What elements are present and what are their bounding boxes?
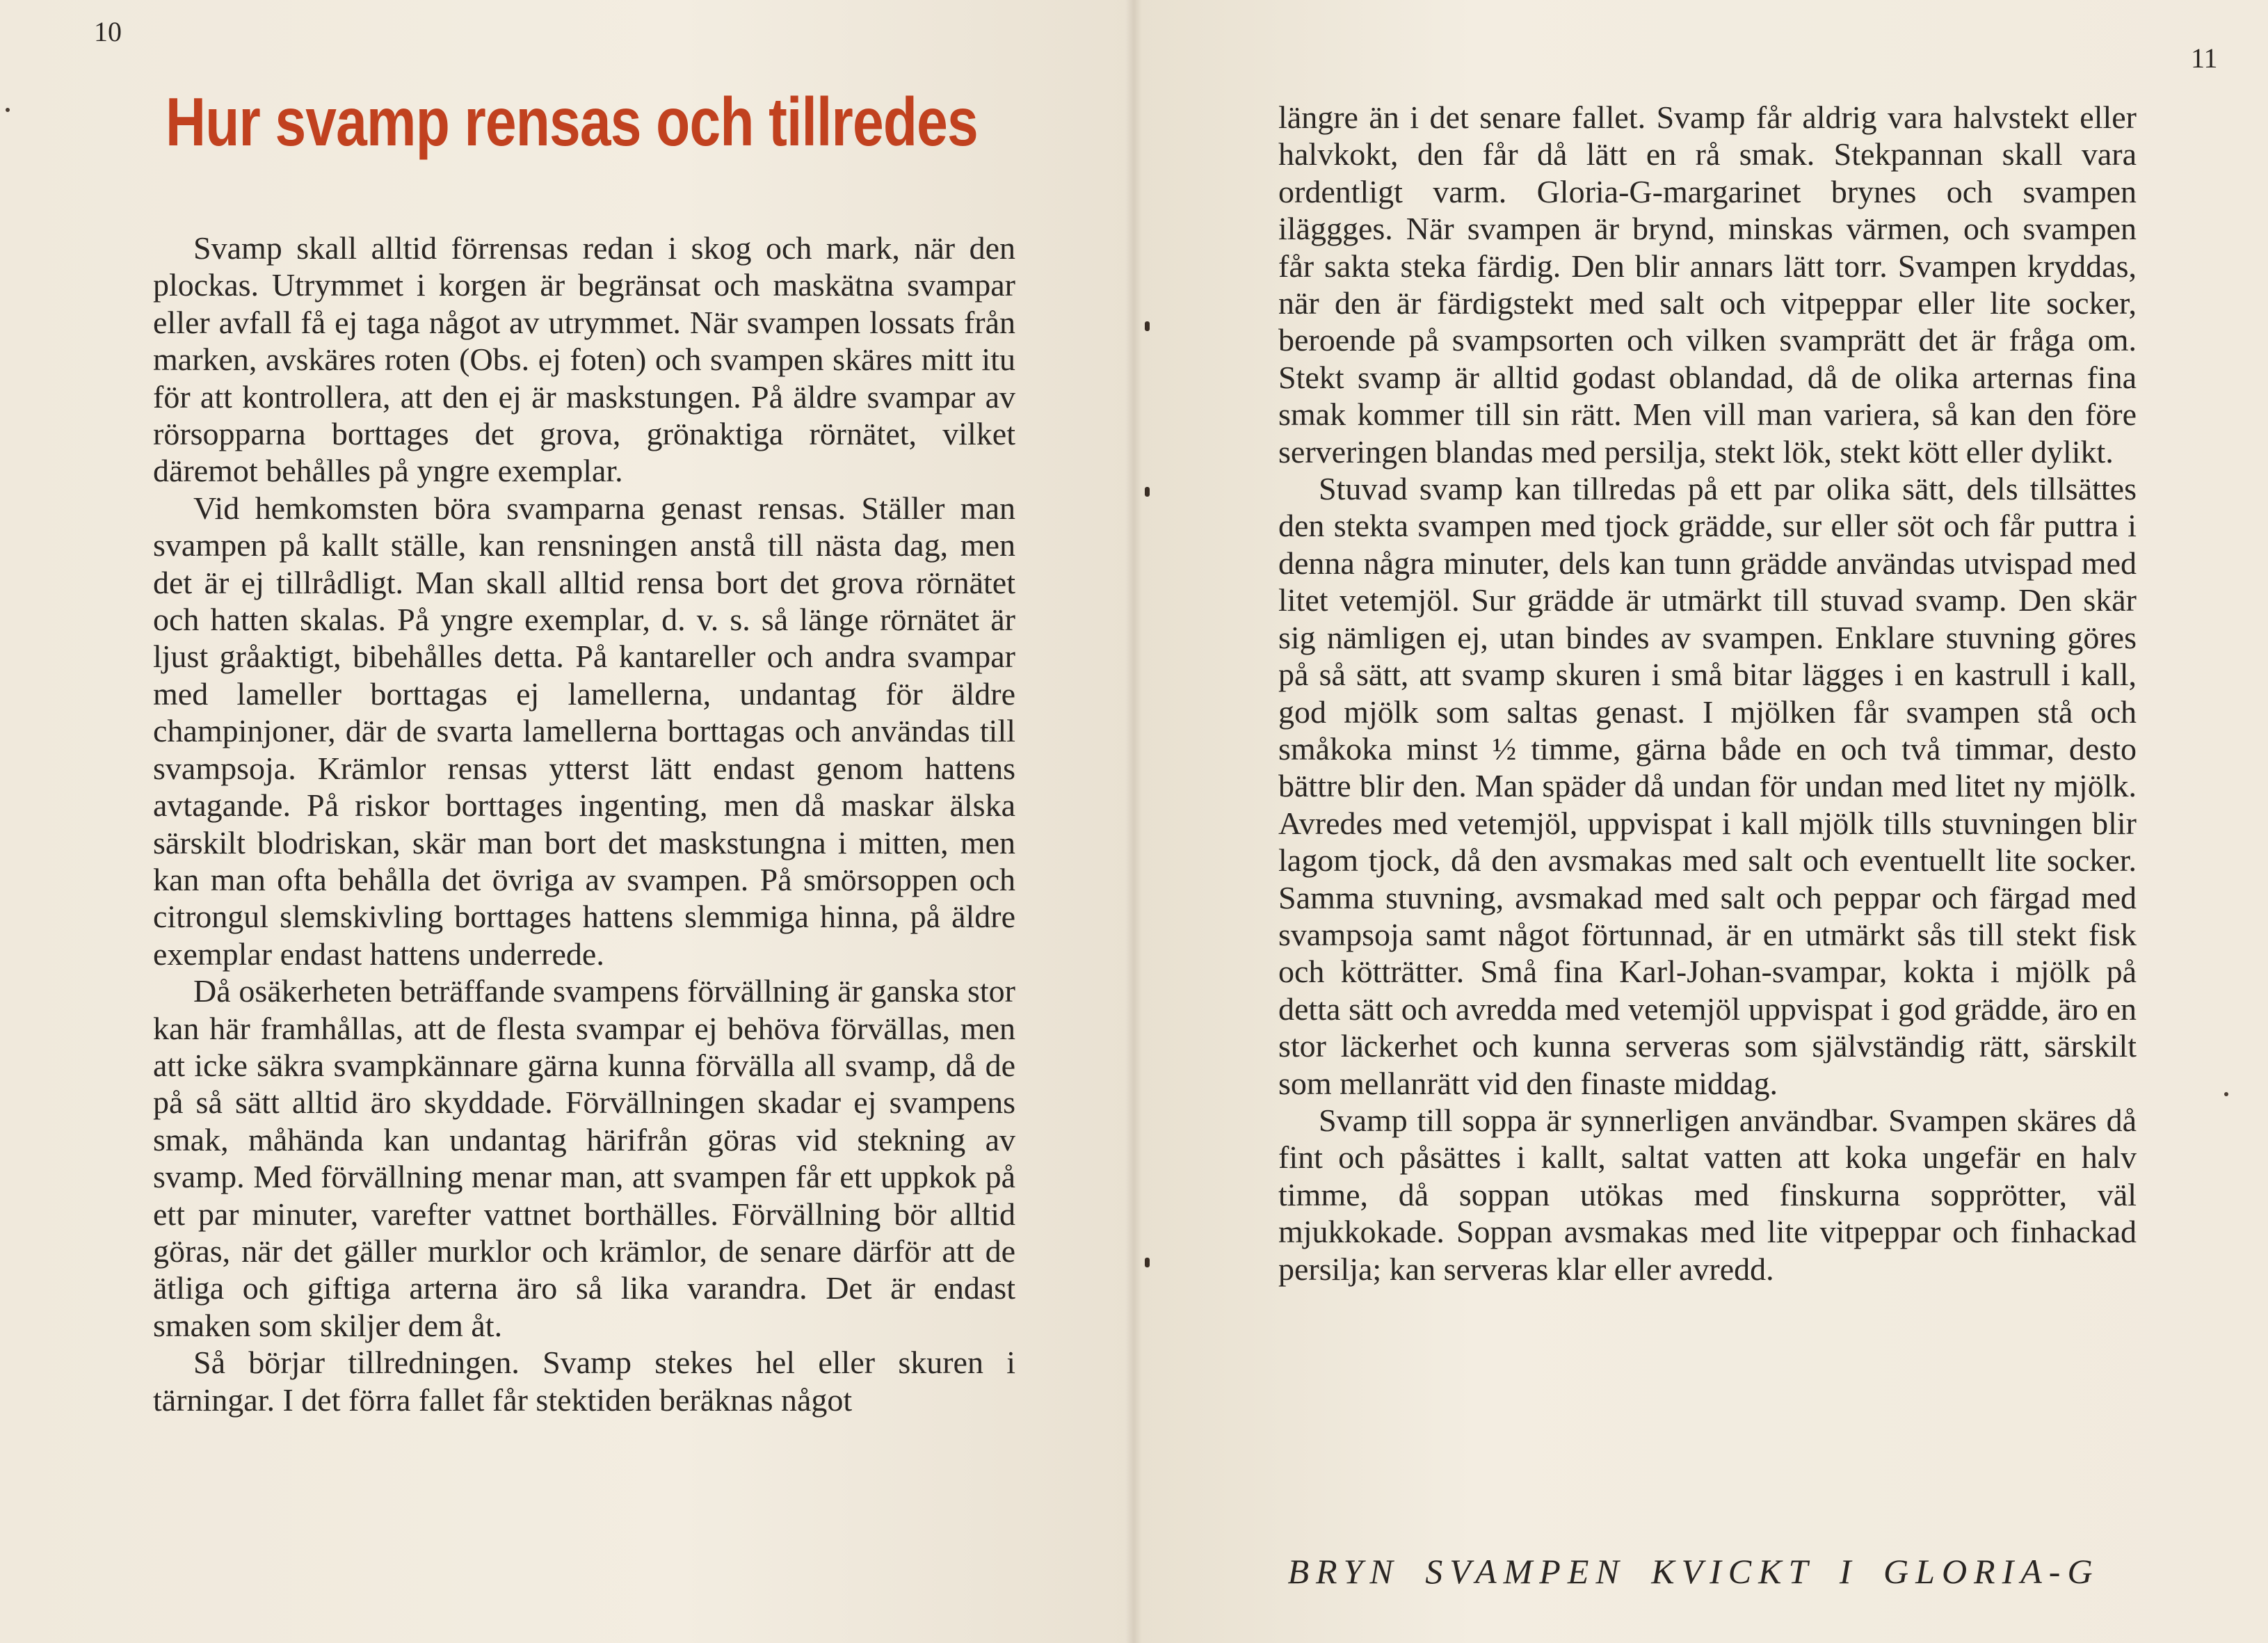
paragraph: längre än i det senare fallet. Svamp får aldrig vara halvstekt eller halvkokt, den får då lätt en rå smak. Stekpannan skall vara ordentligt varm. Gloria-G-margarinet brynes och svampen iläggges. När svampen är brynd, minskas värmen, och svampen får sakta steka färdig. Den blir annars lätt torr. Svampen kryddas, när den är färdigstekt med salt och vitpeppar eller lite socker, beroende på svampsorten och vilken svamprätt det är fråga om. Stekt svamp är alltid godast oblandad, då de olika arternas fina smak kommer till sin rätt. Men vill man variera, så kan den före serveringen blandas med persilja, stekt lök, stekt kött eller dylikt. bbox=[1278, 99, 2137, 470]
page-title: Hur svamp rensas och tillredes bbox=[166, 83, 978, 160]
paragraph: Svamp skall alltid förrensas redan i skog och mark, när den plockas. Utrymmet i korgen är begränsat och maskätna svampar eller avfall få ej taga något av utrymmet. När svampen lossats från marken, avskäres roten (Obs. ej foten) och svampen skäres mitt itu för att kontrollera, att den ej är maskstungen. På äldre svampar av rörsopparna borttages det grova, grönaktiga rörnätet, vilket däremot behålles på yngre exemplar. bbox=[153, 230, 1015, 489]
footer-slogan: BRYN SVAMPEN KVICKT I GLORIA-G bbox=[1287, 1552, 2100, 1591]
page-number-left: 10 bbox=[94, 16, 122, 47]
binding-mark bbox=[1145, 487, 1150, 497]
paper-speck bbox=[6, 108, 10, 112]
paper-speck bbox=[2224, 1092, 2228, 1096]
paragraph: Då osäkerheten beträffande svampens förvällning är ganska stor kan här framhållas, att de flesta svampar ej behöva förvällas, men att icke säkra svampkännare gärna kunna förvälla all svamp, då de på så sätt alltid äro skyddade. Förvällningen skadar ej svampens smak, måhända kan undantag härifrån göras vid stekning av svamp. Med förvällning menar man, att svampen får ett uppkok på ett par minuter, varefter vattnet borthälles. Förvällning bör alltid göras, när det gäller murklor och krämlor, de senare därför att de ätliga och giftiga arterna äro så lika varandra. Det är endast smaken som skiljer dem åt. bbox=[153, 973, 1015, 1343]
paragraph: Så börjar tillredningen. Svamp stekes hel eller skuren i tärningar. I det förra fallet får stektiden beräknas något bbox=[153, 1345, 1015, 1418]
binding-mark bbox=[1145, 1258, 1150, 1267]
book-gutter bbox=[1125, 0, 1142, 1643]
right-page bbox=[1134, 0, 2268, 1643]
paragraph: Svamp till soppa är synnerligen användbar. Svampen skäres då fint och påsättes i kallt, saltat vatten att koka ungefär en halv timme, då soppan utökas med finskurna sopprötter, väl mjukkokade. Soppan avsmakas med lite vitpeppar och finhackad persilja; kan serveras klar eller avredd. bbox=[1278, 1102, 2137, 1287]
binding-mark bbox=[1145, 321, 1150, 331]
left-body-text bbox=[153, 230, 1015, 1418]
paragraph: Vid hemkomsten böra svamparna genast rensas. Ställer man svampen på kallt ställe, kan rensningen anstå till nästa dag, men det är ej tillrådligt. Man skall alltid rensa bort det grova rörnätet och hatten skalas. På yngre exemplar, d. v. s. så länge rörnätet är ljust gråaktigt, bibehålles detta. På kantareller och andra svampar med lameller borttagas ej lamellerna, undantag för äldre champinjoner, där de svarta lamellerna borttagas och användas till svampsoja. Krämlor rensas ytterst lätt endast genom hattens avtagande. På riskor borttages ingenting, men då maskar älska särskilt blodriskan, skär man bort det maskstungna i mitten, men kan man ofta behålla det övriga av svampen. På smörsoppen och citrongul slemskivling borttages hattens slemmiga hinna, på äldre exemplar endast hattens underrede. bbox=[153, 490, 1015, 972]
page-number-right: 11 bbox=[2191, 42, 2218, 74]
right-body-text bbox=[1278, 99, 2137, 1288]
paragraph: Stuvad svamp kan tillredas på ett par olika sätt, dels tillsättes den stekta svampen med tjock grädde, sur eller söt och får puttra i denna några minuter, dels kan tunn grädde användas utvispad med litet vetemjöl. Sur grädde är utmärkt till stuvad svamp. Den skär sig nämligen ej, utan bindes av svampen. Enklare stuvning göres på så sätt, att svamp skuren i små bitar lägges i en kastrull i kall, god mjölk som saltas genast. I mjölken får svampen stå och småkoka minst ½ timme, gärna både en och två timmar, desto bättre blir den. Man späder då undan för undan med litet ny mjölk. Avredes med vetemjöl, uppvispat i kall mjölk tills stuvningen blir lagom tjock, då den avsmakas med salt och eventuellt lite socker. Samma stuvning, avsmakad med salt och peppar och färgad med svampsoja samt något förtunnad, är en utmärkt sås till stekt fisk och kötträtter. Små fina Karl-Johan-svampar, kokta i mjölk på detta sätt och avredda med vetemjöl uppvispat i god grädde, äro en stor läckerhet och kunna serveras som självständig rätt, särskilt som mellanrätt vid den finaste middag. bbox=[1278, 471, 2137, 1101]
